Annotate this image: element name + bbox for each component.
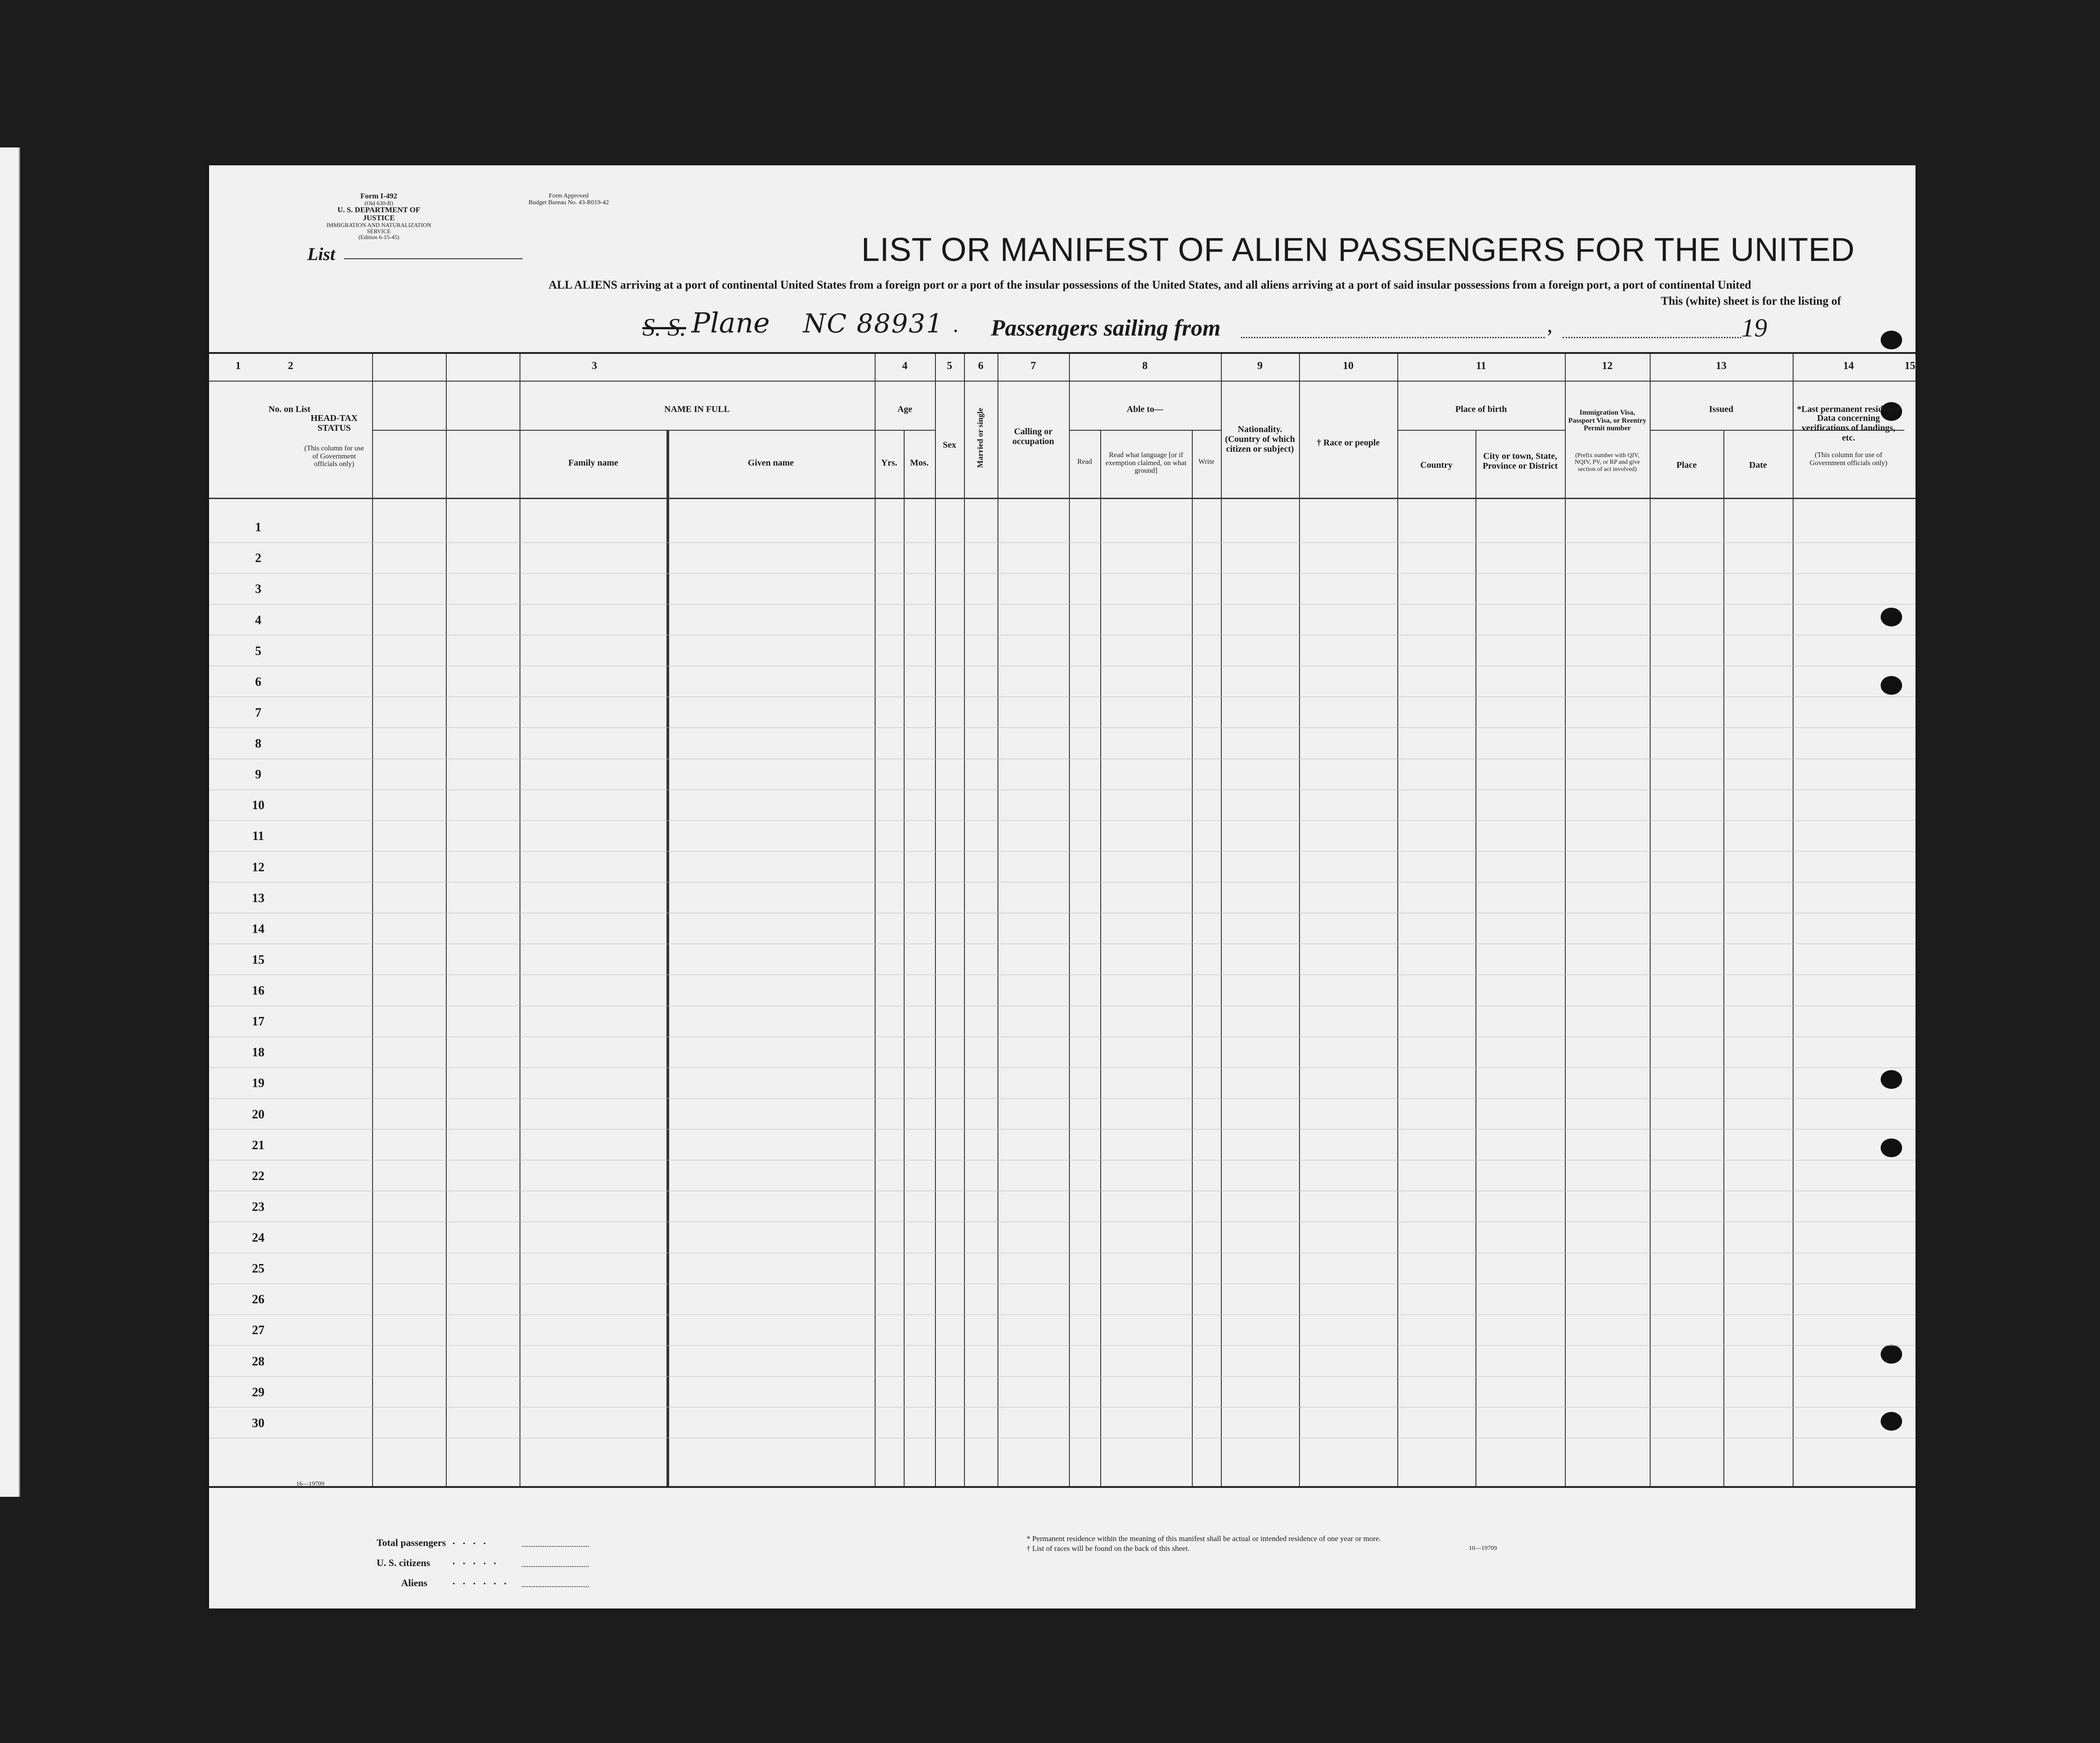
separator-dot: . (953, 312, 959, 337)
col-line (935, 354, 936, 1486)
total-dots: . . . . (453, 1535, 489, 1546)
col-line (1565, 354, 1566, 1486)
table-row (209, 1067, 1916, 1068)
column-number-15: 15 (1904, 360, 1916, 372)
row-number: 24 (252, 1231, 264, 1245)
row-number: 25 (252, 1262, 264, 1276)
col-write: Write (1198, 458, 1215, 466)
row-number: 14 (252, 922, 264, 936)
subtitle: ALL ALIENS arriving at a port of continental United States from a foreign port or a port of the insular possessions of the United States, and all aliens arriving at a port of said insular possessions from a foreign port, a port of continental United (549, 278, 1752, 291)
col-head-tax: HEAD-TAX STATUS (310, 413, 358, 433)
punch-hole (1881, 676, 1902, 695)
list-label: List (307, 244, 335, 264)
separator-comma: , (1547, 312, 1553, 337)
column-number-7: 7 (1031, 360, 1036, 372)
punch-hole (1881, 1412, 1902, 1431)
ss-label (642, 315, 686, 341)
birth-sub-divider (1397, 430, 1565, 431)
col-sex: Sex (943, 440, 956, 450)
service-name: IMMIGRATION AND NATURALIZATION SERVICE (326, 222, 432, 235)
year-prefix: 19 (1741, 313, 1767, 342)
row-number: 8 (255, 737, 261, 751)
column-number-4: 4 (902, 360, 908, 372)
col-line (446, 354, 447, 1486)
punch-hole (1881, 1070, 1902, 1089)
print-code-right: 10—19709 (1469, 1545, 1497, 1552)
row-number: 30 (252, 1416, 264, 1430)
column-number-8: 8 (1142, 360, 1148, 372)
total-passengers-label: Total passengers (377, 1537, 446, 1548)
table-row (209, 542, 1916, 543)
col-birth-city: City or town, State, Province or District (1482, 451, 1558, 471)
col-birth-country: Country (1420, 460, 1453, 470)
row-number: 22 (252, 1169, 264, 1183)
col-line (1100, 430, 1101, 1486)
col-visa: Immigration Visa, Passport Visa, or Reentry Permit number (1568, 409, 1647, 433)
aliens-field[interactable] (522, 1586, 589, 1587)
page-title: LIST OR MANIFEST OF ALIEN PASSENGERS FOR THE UNITED (861, 231, 1855, 268)
row-number: 7 (255, 706, 261, 720)
col-line (1299, 354, 1300, 1486)
table-row (209, 1345, 1916, 1346)
column-number-10: 10 (1343, 360, 1354, 372)
row-number: 1 (255, 521, 261, 535)
col-line (1723, 430, 1724, 1486)
vessel-name: Plane (692, 307, 770, 339)
punch-hole (1881, 608, 1902, 626)
col-line (1475, 430, 1476, 1486)
table-row (209, 604, 1916, 605)
col-line-name-split4 (668, 430, 669, 1486)
table-row (209, 1098, 1916, 1099)
form-approved: Form Approved (549, 193, 589, 199)
row-number: 18 (252, 1046, 264, 1060)
column-number-5: 5 (947, 360, 952, 372)
able-sub-divider (1069, 430, 1221, 431)
column-number-11: 11 (1476, 360, 1486, 372)
row-number: 3 (255, 582, 261, 596)
table-row (209, 851, 1916, 852)
manifest-table (209, 352, 1916, 1488)
col-line (1397, 354, 1398, 1486)
col-data-concerning: Data concerning verifications of landings, etc. (1802, 413, 1895, 443)
row-number: 4 (255, 613, 261, 627)
sailing-from-label: Passengers sailing from (991, 315, 1221, 341)
header-bottom (209, 498, 1916, 499)
row-number: 17 (252, 1015, 264, 1029)
col-issued: Issued (1709, 404, 1734, 414)
col-given-name: Given name (748, 458, 794, 468)
column-number-6: 6 (978, 360, 984, 372)
col-line (904, 430, 905, 1486)
name-sub-divider (372, 430, 875, 431)
scan-edge (0, 147, 20, 1497)
punch-hole (1881, 1345, 1902, 1364)
col-nationality: Nationality. (Country of which citizen or subject) (1225, 424, 1295, 454)
col-age-yrs: Yrs. (881, 458, 897, 468)
subtitle-sheet: This (white) sheet is for the listing of (1661, 294, 1841, 307)
aliens-dots: . . . . . . (453, 1575, 509, 1587)
col-read-language: Read what language [or if exemption claimed, on what ground] (1105, 451, 1187, 475)
age-sub-divider (875, 430, 935, 431)
us-citizens-label: U. S. citizens (377, 1557, 430, 1568)
column-number-12: 12 (1602, 360, 1613, 372)
row-number: 2 (255, 551, 261, 566)
col-line (964, 354, 965, 1486)
column-number-9: 9 (1257, 360, 1263, 372)
table-row (209, 1129, 1916, 1130)
col-visa-note: (Prefix number with QIV, NQIV, PV, or RP and give section of act involved) (1574, 452, 1640, 473)
print-code-left: 16—19709 (296, 1481, 324, 1487)
registration-number: NC 88931 (803, 308, 944, 339)
footnote-permanent-residence: * Permanent residence within the meaning of this manifest shall be actual or intended residence of one year or more. (1027, 1534, 1381, 1543)
row-number: 27 (252, 1323, 264, 1338)
row-number: 13 (252, 891, 264, 905)
col-no-on-list-label: No. on List (268, 404, 310, 414)
total-passengers-field[interactable] (522, 1546, 589, 1547)
col-read: Read (1077, 458, 1092, 466)
table-row (209, 573, 1916, 574)
row-number: 10 (252, 798, 264, 813)
footnote-race-list: † List of races will be found on the back of this sheet. (1027, 1544, 1190, 1553)
ss-struck: S. S. (642, 314, 686, 341)
aliens-label: Aliens (401, 1577, 428, 1588)
row-number: 11 (252, 829, 264, 844)
sailing-date-line (1563, 337, 1741, 338)
column-number-2: 2 (288, 360, 293, 372)
row-number: 15 (252, 953, 264, 967)
col-data-note: (This column for use of Government officials only) (1810, 451, 1887, 467)
column-number-14: 14 (1843, 360, 1854, 372)
table-row (209, 727, 1916, 728)
row-number: 21 (252, 1138, 264, 1152)
column-number-1: 1 (235, 360, 241, 372)
row-number: 20 (252, 1107, 264, 1121)
row-number: 23 (252, 1200, 264, 1214)
budget-bureau: Budget Bureau No. 43-R019-42 (528, 199, 609, 206)
col-issued-place: Place (1676, 460, 1697, 470)
row-number: 29 (252, 1385, 264, 1399)
col-line (372, 354, 373, 1486)
col-name-in-full: NAME IN FULL (664, 404, 730, 414)
column-number-divider (209, 381, 1916, 382)
table-row (209, 820, 1916, 821)
punch-hole (1881, 331, 1902, 349)
old-form-number: (Old 630-B) (365, 199, 393, 206)
col-married: Married or single (976, 407, 985, 468)
row-number: 12 (252, 860, 264, 874)
col-last-residence: *Last permanent residence (1797, 404, 1900, 414)
col-age: Age (897, 404, 913, 414)
col-able-to: Able to— (1127, 404, 1163, 414)
col-line (1793, 354, 1794, 1486)
citizens-dots: . . . . . (453, 1555, 499, 1567)
manifest-sheet (209, 165, 1916, 1609)
col-issued-date: Date (1749, 460, 1767, 470)
col-line (1221, 354, 1222, 1486)
col-age-mos: Mos. (910, 458, 929, 468)
form-number-block (321, 192, 437, 240)
edition: (Edition 6-15-45) (358, 234, 399, 241)
col-line (875, 354, 876, 1486)
department: U. S. DEPARTMENT OF JUSTICE (337, 206, 420, 223)
row-number: 19 (252, 1076, 264, 1091)
col-calling: Calling or occupation (1012, 427, 1054, 446)
list-number-line (344, 258, 523, 259)
column-number-13: 13 (1716, 360, 1727, 372)
row-number: 5 (255, 644, 261, 658)
col-head-tax-note: (This column for use of Government officials only) (304, 445, 364, 468)
col-place-of-birth: Place of birth (1455, 404, 1507, 414)
row-number: 6 (255, 675, 261, 689)
row-number: 16 (252, 984, 264, 998)
sailing-port-line (1241, 337, 1545, 338)
us-citizens-field[interactable] (522, 1566, 589, 1567)
col-line (1069, 354, 1070, 1486)
row-number: 28 (252, 1354, 264, 1369)
col-line (1192, 430, 1193, 1486)
table-row (209, 1376, 1916, 1377)
table-row (209, 974, 1916, 975)
row-number: 26 (252, 1293, 264, 1307)
col-family-name: Family name (568, 458, 618, 468)
approval-block (495, 193, 642, 206)
form-number: Form I-492 (360, 192, 398, 200)
row-number: 9 (255, 768, 261, 782)
col-line (1650, 354, 1651, 1486)
column-number-3: 3 (591, 360, 597, 372)
col-race: † Race or people (1316, 438, 1380, 448)
punch-hole (1881, 1138, 1902, 1157)
